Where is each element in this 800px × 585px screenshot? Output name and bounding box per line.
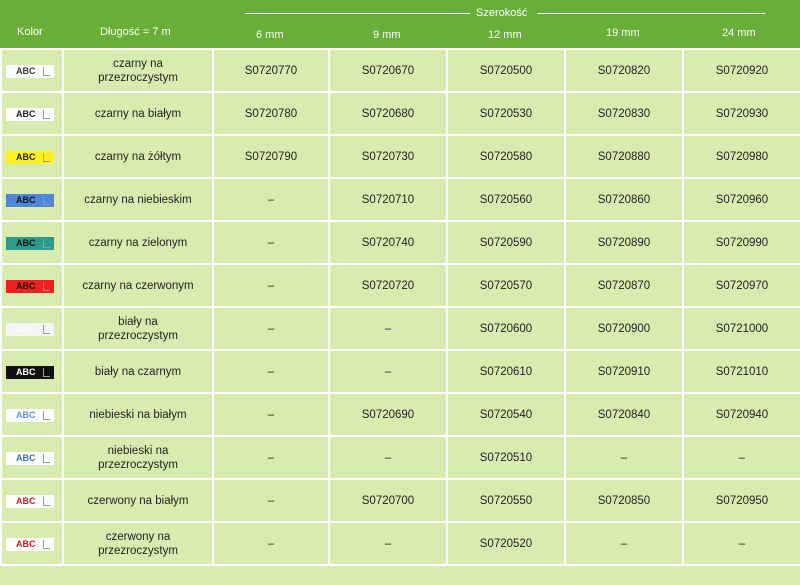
tape-sample-text: ABC <box>16 323 36 334</box>
product-code-cell: S0720780 <box>213 92 329 135</box>
color-swatch-cell <box>1 135 63 178</box>
color-swatch-cell <box>1 92 63 135</box>
color-description: czarny na przezroczystym <box>63 49 213 92</box>
color-swatch-cell <box>1 178 63 221</box>
product-code-cell: S0720700 <box>329 479 447 522</box>
table-row <box>1 221 800 264</box>
tape-sample-icon <box>6 151 54 164</box>
product-code-cell: S0720870 <box>565 264 683 307</box>
product-code-cell: S0720930 <box>683 92 800 135</box>
product-code-cell: S0720540 <box>447 393 565 436</box>
tape-sample-icon <box>6 538 54 551</box>
tape-sample-text: ABC <box>16 538 36 549</box>
product-code-cell: S0720970 <box>683 264 800 307</box>
tape-end-icon <box>43 540 50 549</box>
product-code-cell: S0720990 <box>683 221 800 264</box>
color-description: niebieski na białym <box>63 393 213 436</box>
table-row <box>1 178 800 221</box>
product-code-cell: S0720730 <box>329 135 447 178</box>
color-description: czerwony na przezroczystym <box>63 522 213 565</box>
product-code-cell: S0720740 <box>329 221 447 264</box>
product-code-cell: – <box>329 436 447 479</box>
product-code-cell: – <box>329 350 447 393</box>
product-code-cell: S0720920 <box>683 49 800 92</box>
tape-sample-icon <box>6 108 54 121</box>
product-code-cell: S0720880 <box>565 135 683 178</box>
product-code-cell: S0720550 <box>447 479 565 522</box>
header-width-6mm: 6 mm <box>256 29 284 41</box>
tape-sample-icon <box>6 409 54 422</box>
product-code-cell: – <box>683 522 800 565</box>
color-swatch-cell <box>1 264 63 307</box>
tape-end-icon <box>43 239 50 248</box>
table-row <box>1 522 800 565</box>
product-code-cell: – <box>213 264 329 307</box>
tape-sample-text: ABC <box>16 366 36 377</box>
product-code-cell: S0721010 <box>683 350 800 393</box>
table-row <box>1 393 800 436</box>
product-code-cell: – <box>565 436 683 479</box>
tape-end-icon <box>43 110 50 119</box>
table-row <box>1 264 800 307</box>
tape-end-icon <box>43 325 50 334</box>
tape-sample-text: ABC <box>16 108 36 119</box>
tape-end-icon <box>43 411 50 420</box>
product-code-cell: S0720820 <box>565 49 683 92</box>
table-row <box>1 436 800 479</box>
product-code-cell: S0721000 <box>683 307 800 350</box>
tape-end-icon <box>43 153 50 162</box>
product-code-cell: S0720950 <box>683 479 800 522</box>
product-code-cell: – <box>213 393 329 436</box>
product-code-cell: – <box>213 178 329 221</box>
tape-sample-icon <box>6 495 54 508</box>
product-code-cell: S0720830 <box>565 92 683 135</box>
color-description: czarny na zielonym <box>63 221 213 264</box>
color-description: czarny na czerwonym <box>63 264 213 307</box>
tape-sample-icon <box>6 194 54 207</box>
product-code-cell: S0720980 <box>683 135 800 178</box>
tape-end-icon <box>43 196 50 205</box>
product-code-cell: S0720710 <box>329 178 447 221</box>
product-code-cell: S0720570 <box>447 264 565 307</box>
tape-sample-text: ABC <box>16 280 36 291</box>
tape-sample-icon <box>6 452 54 465</box>
product-code-cell: S0720790 <box>213 135 329 178</box>
color-swatch-cell <box>1 49 63 92</box>
color-swatch-cell <box>1 522 63 565</box>
product-code-cell: S0720670 <box>329 49 447 92</box>
product-code-cell: – <box>213 307 329 350</box>
tape-sample-icon <box>6 366 54 379</box>
product-code-cell: S0720910 <box>565 350 683 393</box>
table-row <box>1 49 800 92</box>
product-code-cell: S0720890 <box>565 221 683 264</box>
table-row <box>1 92 800 135</box>
tape-sample-icon <box>6 323 54 336</box>
tape-end-icon <box>43 368 50 377</box>
color-description: czarny na białym <box>63 92 213 135</box>
table-row <box>1 350 800 393</box>
product-code-cell: S0720940 <box>683 393 800 436</box>
product-code-cell: – <box>329 307 447 350</box>
header-dlugosc: Długość = 7 m <box>100 26 171 38</box>
szerokosc-line-left <box>245 13 470 14</box>
product-code-cell: – <box>565 522 683 565</box>
header-width-24mm: 24 mm <box>722 27 756 39</box>
szerokosc-line-right <box>537 13 765 14</box>
color-swatch-cell <box>1 393 63 436</box>
product-code-cell: S0720900 <box>565 307 683 350</box>
product-code-cell: S0720720 <box>329 264 447 307</box>
tape-sample-icon <box>6 237 54 250</box>
product-code-cell: S0720500 <box>447 49 565 92</box>
product-code-cell: S0720510 <box>447 436 565 479</box>
product-code-cell: – <box>683 436 800 479</box>
color-swatch-cell <box>1 479 63 522</box>
tape-sample-text: ABC <box>16 495 36 506</box>
product-code-cell: – <box>213 479 329 522</box>
tape-sample-text: ABC <box>16 194 36 205</box>
tape-sample-text: ABC <box>16 237 36 248</box>
color-description: niebieski na przezroczystym <box>63 436 213 479</box>
product-code-cell: – <box>213 350 329 393</box>
tape-end-icon <box>43 282 50 291</box>
product-code-cell: S0720530 <box>447 92 565 135</box>
table-row <box>1 307 800 350</box>
tape-sample-icon <box>6 65 54 78</box>
header-width-9mm: 9 mm <box>373 29 401 41</box>
product-code-cell: – <box>213 221 329 264</box>
label-tape-table <box>0 48 800 566</box>
table-row <box>1 479 800 522</box>
tape-sample-text: ABC <box>16 452 36 463</box>
color-description: biały na przezroczystym <box>63 307 213 350</box>
color-swatch-cell <box>1 436 63 479</box>
tape-sample-text: ABC <box>16 151 36 162</box>
product-code-cell: S0720860 <box>565 178 683 221</box>
product-code-cell: S0720580 <box>447 135 565 178</box>
product-code-cell: S0720560 <box>447 178 565 221</box>
color-swatch-cell <box>1 221 63 264</box>
tape-sample-icon <box>6 280 54 293</box>
header-szerokosc: Szerokość <box>476 7 528 19</box>
header-kolor: Kolor <box>17 26 43 38</box>
tape-sample-text: ABC <box>16 409 36 420</box>
product-code-cell: S0720590 <box>447 221 565 264</box>
product-code-cell: – <box>213 522 329 565</box>
product-code-cell: – <box>213 436 329 479</box>
product-code-cell: S0720960 <box>683 178 800 221</box>
tape-end-icon <box>43 454 50 463</box>
color-description: biały na czarnym <box>63 350 213 393</box>
product-code-cell: – <box>329 522 447 565</box>
product-code-cell: S0720610 <box>447 350 565 393</box>
color-swatch-cell <box>1 350 63 393</box>
product-code-cell: S0720520 <box>447 522 565 565</box>
product-code-cell: S0720770 <box>213 49 329 92</box>
table-header <box>0 0 800 48</box>
tape-end-icon <box>43 497 50 506</box>
product-code-cell: S0720680 <box>329 92 447 135</box>
header-width-19mm: 19 mm <box>606 27 640 39</box>
product-code-cell: S0720840 <box>565 393 683 436</box>
color-description: czerwony na białym <box>63 479 213 522</box>
color-description: czarny na żółtym <box>63 135 213 178</box>
product-code-cell: S0720690 <box>329 393 447 436</box>
tape-end-icon <box>43 67 50 76</box>
color-description: czarny na niebieskim <box>63 178 213 221</box>
table-row <box>1 135 800 178</box>
product-code-cell: S0720600 <box>447 307 565 350</box>
header-width-12mm: 12 mm <box>488 29 522 41</box>
color-swatch-cell <box>1 307 63 350</box>
tape-sample-text: ABC <box>16 65 36 76</box>
product-code-cell: S0720850 <box>565 479 683 522</box>
